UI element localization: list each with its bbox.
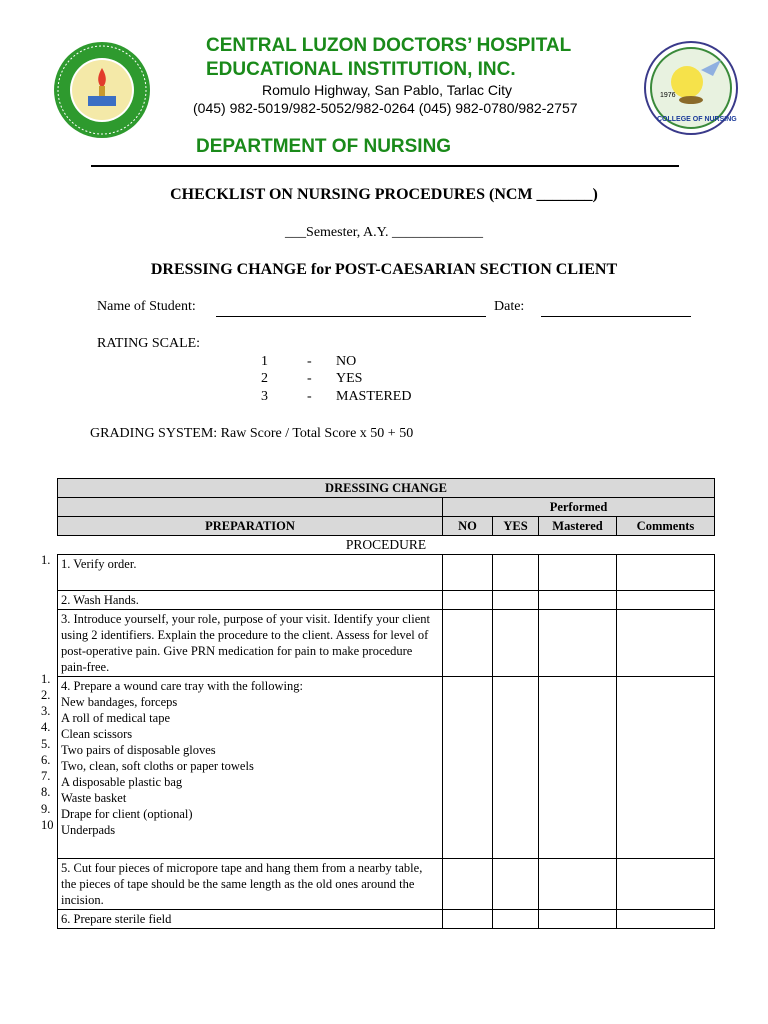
no-header: NO (443, 517, 493, 536)
list-item: Clean scissors (61, 727, 133, 741)
comments-cell[interactable] (617, 610, 715, 677)
rating-cell-yes[interactable] (493, 677, 539, 859)
rating-cell-yes[interactable] (493, 555, 539, 591)
right-logo-year: 1976 (660, 92, 676, 99)
checklist-table (57, 478, 715, 929)
rating-cell-yes[interactable] (493, 859, 539, 910)
performed-row (58, 498, 715, 517)
margin-number: 4. (41, 720, 51, 734)
margin-number: 5. (41, 737, 51, 751)
rating-dash: - (307, 354, 312, 369)
student-name-field[interactable] (216, 316, 486, 317)
date-field[interactable] (541, 316, 691, 317)
rating-scale-label: RATING SCALE: (97, 336, 201, 351)
margin-number: 3. (41, 704, 51, 718)
comments-cell[interactable] (617, 555, 715, 591)
address: Romulo Highway, San Pablo, Tarlac City (262, 82, 513, 98)
table-row (58, 591, 715, 610)
margin-number: 8. (41, 785, 51, 799)
margin-number: 2. (41, 688, 51, 702)
rating-number: 3 (261, 389, 268, 404)
margin-number: 10 (41, 818, 54, 832)
margin-number: 7. (41, 769, 51, 783)
margin-number: 9. (41, 802, 51, 816)
table-title-row (58, 479, 715, 498)
comments-cell[interactable] (617, 859, 715, 910)
rating-cell-mastered[interactable] (539, 555, 617, 591)
list-item: New bandages, forceps (61, 695, 178, 709)
rating-number: 2 (261, 371, 268, 386)
step-text: 5. Cut four pieces of micropore tape and hang them from a nearby table, the pieces of tape should be the same length as the old ones around the incision. (58, 859, 443, 910)
column-header-row (58, 517, 715, 536)
school-seal-icon (52, 40, 152, 140)
rating-row (261, 371, 362, 387)
comments-cell[interactable] (617, 591, 715, 610)
preparation-header: PREPARATION (58, 517, 443, 536)
rating-cell-yes[interactable] (493, 610, 539, 677)
margin-number: 1. (41, 553, 51, 567)
header-divider (91, 165, 679, 167)
grading-system: GRADING SYSTEM: Raw Score / Total Score x 50 + 50 (90, 426, 414, 441)
rating-row (261, 354, 356, 370)
rating-cell-no[interactable] (443, 677, 493, 859)
step-text: 3. Introduce yourself, your role, purpose of your visit. Identify your client using 2 identifiers. Explain the procedure to the client. Assess for level of post-operative pain. Give PRN medication for pain to make procedure pain-free. (58, 610, 443, 677)
rating-cell-mastered[interactable] (539, 859, 617, 910)
comments-header: Comments (617, 517, 715, 536)
performed-header: Performed (443, 498, 715, 517)
step-text: 2. Wash Hands. (58, 591, 443, 610)
student-name-label: Name of Student: (97, 299, 196, 314)
institution-name-line2: EDUCATIONAL INSTITUTION, INC. (206, 59, 516, 80)
table-title: DRESSING CHANGE (58, 479, 715, 498)
rating-cell-no[interactable] (443, 591, 493, 610)
list-item: Two, clean, soft cloths or paper towels (61, 759, 254, 773)
margin-number: 6. (41, 753, 51, 767)
list-item: Drape for client (optional) (61, 807, 193, 821)
rating-dash: - (307, 371, 312, 386)
rating-cell-no[interactable] (443, 555, 493, 591)
rating-cell-mastered[interactable] (539, 591, 617, 610)
phone-numbers: (045) 982-5019/982-5052/982-0264 (045) 982-0780/982-2757 (193, 100, 578, 116)
mastered-header: Mastered (539, 517, 617, 536)
rating-cell-yes[interactable] (493, 910, 539, 929)
department-name: DEPARTMENT OF NURSING (196, 136, 452, 157)
margin-number: 1. (41, 672, 51, 686)
procedure-label: PROCEDURE (345, 537, 427, 552)
rating-cell-no[interactable] (443, 610, 493, 677)
rating-text: YES (336, 371, 363, 386)
date-label: Date: (494, 299, 525, 314)
rating-cell-mastered[interactable] (539, 910, 617, 929)
rating-number: 1 (261, 354, 268, 369)
step-text: 6. Prepare sterile field (58, 910, 443, 929)
comments-cell[interactable] (617, 677, 715, 859)
procedure-subtitle: DRESSING CHANGE for POST-CAESARIAN SECTION CLIENT (150, 261, 618, 278)
list-item: A roll of medical tape (61, 711, 170, 725)
rating-text: MASTERED (336, 389, 412, 404)
comments-cell[interactable] (617, 910, 715, 929)
yes-header: YES (493, 517, 539, 536)
procedure-row (58, 536, 715, 555)
right-logo-text: COLLEGE OF NURSING (657, 116, 737, 123)
college-of-nursing-seal-icon (643, 40, 739, 136)
list-item: Waste basket (61, 791, 127, 805)
table-row (58, 610, 715, 677)
rating-cell-mastered[interactable] (539, 677, 617, 859)
rating-cell-no[interactable] (443, 859, 493, 910)
table-row (58, 555, 715, 591)
rating-cell-yes[interactable] (493, 591, 539, 610)
rating-cell-no[interactable] (443, 910, 493, 929)
step-text: 1. Verify order. (58, 555, 443, 591)
list-item: A disposable plastic bag (61, 775, 183, 789)
rating-row (261, 389, 411, 405)
rating-cell-mastered[interactable] (539, 610, 617, 677)
document-title: CHECKLIST ON NURSING PROCEDURES (NCM _______) (170, 186, 598, 203)
semester-line: ___Semester, A.Y. _____________ (285, 225, 483, 240)
step4-heading: 4. Prepare a wound care tray with the following: (61, 679, 303, 693)
institution-name-line1: CENTRAL LUZON DOCTORS’ HOSPITAL (206, 35, 572, 56)
step-text (58, 677, 443, 859)
table-row (58, 859, 715, 910)
list-item: Underpads (61, 823, 116, 837)
table-row (58, 677, 715, 859)
list-item: Two pairs of disposable gloves (61, 743, 216, 757)
rating-text: NO (336, 354, 357, 369)
table-row (58, 910, 715, 929)
rating-dash: - (307, 389, 312, 404)
